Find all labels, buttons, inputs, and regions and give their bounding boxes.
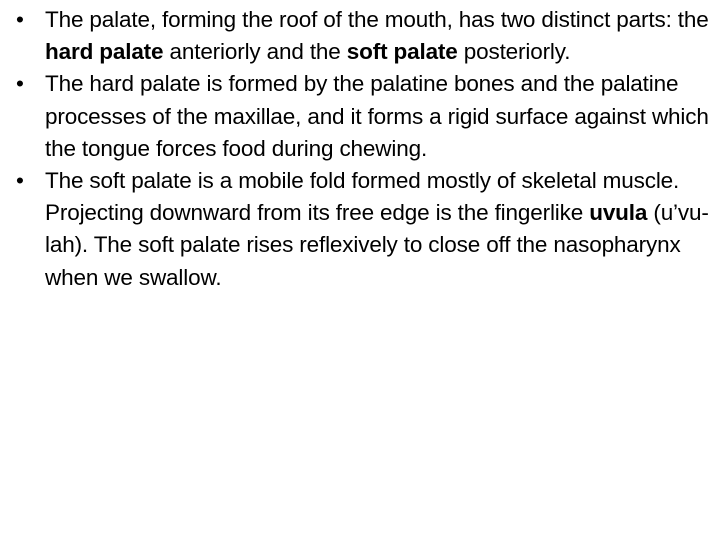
bullet-item — [16, 68, 718, 165]
bullet-text: posteriorly. — [457, 39, 571, 65]
term-soft-palate: soft palate — [346, 39, 458, 65]
term-uvula: uvula — [589, 200, 648, 226]
term-hard-palate: hard palate — [45, 39, 164, 65]
bullet-marker: • — [16, 168, 24, 194]
bullet-text: The soft palate is a mobile fold formed mostly of skeletal muscle. Projecting downward from its free edge is the fingerlike — [45, 168, 680, 226]
bullet-item — [16, 165, 718, 294]
bullet-list — [16, 4, 718, 294]
bullet-text: (u’vu-lah). The soft palate rises reflexively to close off the nasopharynx when we swallow. — [45, 200, 709, 290]
bullet-text: The palate, forming the roof of the mouth, has two distinct parts: the — [45, 7, 709, 32]
bullet-text: The hard palate is formed by the palatine bones and the palatine processes of the maxillae, and it forms a rigid surface against which the tongue forces food during chewing. — [45, 71, 709, 161]
bullet-marker: • — [16, 7, 24, 32]
bullet-marker: • — [16, 71, 24, 97]
bullet-item — [16, 4, 718, 68]
bullet-text: anteriorly and the — [163, 39, 347, 65]
